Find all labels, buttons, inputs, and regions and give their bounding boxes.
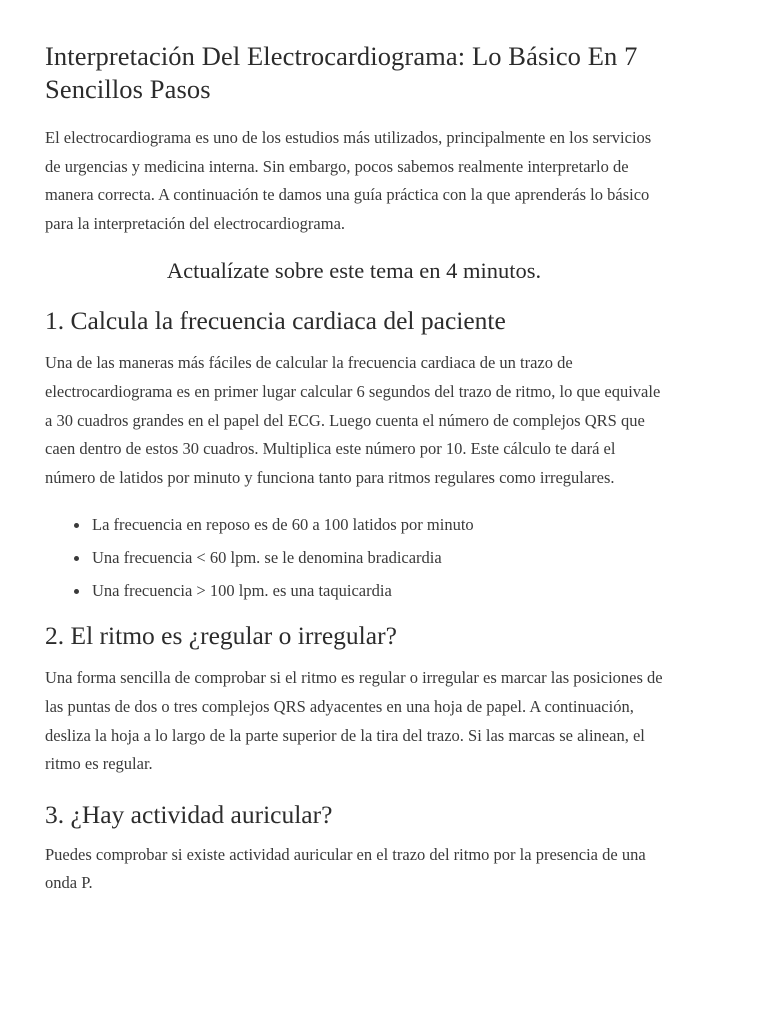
list-item (92, 514, 668, 536)
section-body-heart-rate: Una de las maneras más fáciles de calcular la frecuencia cardiaca de un trazo de electrocardiograma es en primer lugar calcular 6 segundos del trazo de ritmo, lo que equivale a 30 cuadros grandes en el papel del ECG. Luego cuenta el número de complejos QRS que caen dentro de estos 30 cuadros. Multiplica este número por 10. Este cálculo te dará el número de latidos por minuto y funciona tanto para ritmos regulares como irregulares. (45, 353, 661, 487)
list-item-text: Una frecuencia > 100 lpm. es una taquicardia (92, 581, 392, 601)
bullet-icon (74, 523, 79, 528)
article-title: Interpretación Del Electrocardiograma: Lo Básico En 7 Sencillos Pasos (45, 41, 638, 104)
section-body-atrial-activity: Puedes comprobar si existe actividad auricular en el trazo del ritmo por la presencia de una onda P. (45, 844, 646, 893)
reading-time-callout: Actualízate sobre este tema en 4 minutos. (166, 258, 542, 284)
section-heading-atrial-activity: 3. ¿Hay actividad auricular? (45, 799, 333, 829)
bullet-icon (74, 556, 79, 561)
section-heading-heart-rate: 1. Calcula la frecuencia cardiaca del paciente (45, 306, 506, 336)
section-heading-rhythm: 2. El ritmo es ¿regular o irregular? (45, 621, 397, 651)
intro-paragraph: El electrocardiograma es uno de los estudios más utilizados, principalmente en los servicios de urgencias y medicina interna. Sin embargo, pocos sabemos realmente interpretarlo de manera correcta. A continuación te damos una guía práctica con la que aprenderás lo básico para la interpretación del electrocardiograma. (45, 128, 652, 233)
section-body-rhythm: Una forma sencilla de comprobar si el ritmo es regular o irregular es marcar las posiciones de las puntas de dos o tres complejos QRS adyacentes en una hoja de papel. A continuación, desliza la hoja a lo largo de la parte superior de la tira del trazo. Si las marcas se alinean, el ritmo es regular. (45, 668, 663, 774)
heart-rate-list (45, 514, 668, 602)
bullet-icon (74, 589, 79, 594)
list-item-text: Una frecuencia < 60 lpm. se le denomina bradicardia (92, 548, 442, 568)
list-item (92, 547, 668, 569)
list-item (92, 580, 668, 602)
list-item-text: La frecuencia en reposo es de 60 a 100 latidos por minuto (92, 515, 474, 535)
